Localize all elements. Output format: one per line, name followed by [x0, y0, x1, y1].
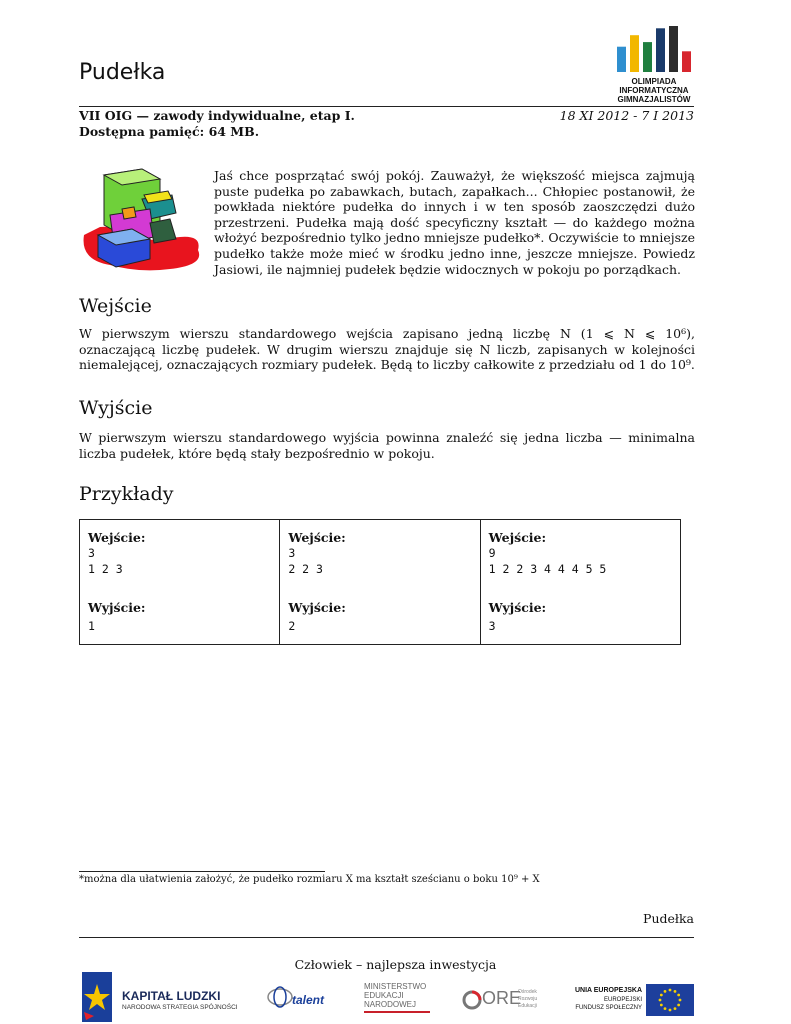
ore-sub-1: Ośrodek [518, 989, 537, 995]
example-input-line-2: 1 2 3 [88, 562, 123, 576]
logo-bar [656, 28, 665, 72]
ore-text: ORE [482, 988, 522, 1008]
eu-title: UNIA EUROPEJSKA [574, 987, 642, 994]
example-input-line-2: 2 2 3 [288, 562, 323, 576]
logo-line-3: GIMNAZJALISTÓW [617, 95, 691, 104]
footer-divider [79, 937, 694, 938]
intro-paragraph: Jaś chce posprzątać swój pokój. Zauważył, że większość miejsca zajmują puste pudełka po zabawkach, butach, zapałkach... Chłopiec postanowił, że powkłada niektóre pudełka do innych i w ten sposób zaoszczędzi dużo przestrzeni. Pudełka mają dość specyficzny kształt — do każdego można włożyć bezpośrednio tylko jedno mniejsze pudełko*. Oczywiście to mniejsze pudełko także może mieć w środku jedno inne, jeszcze mniejsze. Powiedz Jasiowi, ile najmniej pudełek będzie widocznych w pokoju po porządkach. [214, 168, 695, 277]
eu-star-icon [669, 1009, 672, 1012]
talent-text: talent [292, 993, 325, 1007]
ore-sub-2: Rozwoju [518, 996, 538, 1002]
kl-title: KAPITAŁ LUDZKI [122, 989, 221, 1003]
example-2 [280, 520, 480, 644]
example-3 [481, 520, 680, 644]
example-input-line-1: 3 [88, 546, 95, 560]
example-1 [80, 520, 280, 644]
ore-ring-icon [462, 990, 482, 1010]
logo-bar [669, 26, 678, 72]
eu-star-icon [679, 999, 682, 1002]
output-description: W pierwszym wierszu standardowego wyjścia powinna znaleźć się jedna liczba — minimalna liczba pudełek, które będą stały bezpośrednio w pokoju. [79, 430, 695, 461]
talent-swirl-icon [266, 985, 294, 1009]
eu-flag-icon [646, 984, 694, 1016]
example-output-value: 2 [288, 619, 296, 633]
example-input-label: Wejście: [288, 530, 346, 545]
example-output-value: 1 [88, 619, 95, 633]
eu-star-icon [677, 1004, 680, 1007]
eu-star-icon [664, 990, 667, 993]
men-line-3: NARODOWEJ [364, 1000, 416, 1009]
memory-limit: Dostępna pamięć: 64 MB. [79, 124, 260, 139]
logo-bar [617, 47, 626, 72]
footnote-divider [79, 871, 325, 872]
talent-logo [266, 985, 338, 1011]
example-output-value: 3 [488, 619, 496, 633]
men-line-2: EDUKACJI [364, 991, 404, 1000]
examples-table [79, 519, 681, 645]
input-description: W pierwszym wierszu standardowego wejścia zapisano jedną liczbę N (1 ⩽ N ⩽ 10⁶), oznaczającą liczbę pudełek. W drugim wierszu znajduje się N liczb, zapisanych w kolejności niemalejącej, oznaczających rozmiary pudełek. Będą to liczby całkowite z przedziału od 1 do 10⁹. [79, 326, 695, 373]
eu-logo [572, 984, 694, 1016]
logo-line-1: OLIMPIADA [631, 77, 677, 86]
men-underline [364, 1011, 430, 1013]
eu-star-icon [660, 994, 663, 997]
eu-star-icon [664, 1007, 667, 1010]
eu-star-icon [677, 994, 680, 997]
eu-sub-1: EUROPEJSKI [603, 997, 642, 1003]
orange-box [122, 207, 136, 219]
section-heading-output: Wyjście [79, 397, 153, 419]
example-input-label: Wejście: [488, 530, 547, 545]
example-output-label: Wyjście: [88, 600, 146, 615]
ore-logo [462, 986, 552, 1014]
kl-star-icon [82, 972, 112, 1022]
logo-line-2: INFORMATYCZNA [619, 86, 689, 95]
example-output-label: Wyjście: [288, 600, 346, 615]
dark-box [150, 219, 176, 243]
ore-sub-3: Edukacji [518, 1003, 537, 1009]
eu-star-icon [659, 999, 662, 1002]
boxes-illustration [80, 165, 208, 273]
footer-slogan: Człowiek – najlepsza inwestycja [294, 957, 497, 972]
logo-bar [643, 42, 652, 72]
logo-bar [630, 35, 639, 72]
section-heading-input: Wejście [79, 295, 152, 317]
eu-star-icon [674, 1007, 677, 1010]
example-input-line-1: 3 [288, 546, 296, 560]
example-output-label: Wyjście: [488, 600, 547, 615]
footnote: *można dla ułatwienia założyć, że pudełko rozmiaru X ma kształt sześcianu o boku 10⁹ + X [79, 874, 540, 885]
header-divider [79, 106, 694, 107]
page-title: Pudełka [79, 60, 166, 85]
men-logo [364, 982, 436, 1020]
logo-bar [682, 51, 691, 72]
eu-star-icon [674, 990, 677, 993]
eu-sub-2: FUNDUSZ SPOŁECZNY [575, 1005, 642, 1011]
kapital-ludzki-logo [82, 972, 242, 1022]
contest-dates: 18 XI 2012 - 7 I 2013 [559, 108, 694, 123]
men-line-1: MINISTERSTWO [364, 982, 427, 991]
example-input-line-2: 1 2 2 3 4 4 4 5 5 [488, 562, 607, 576]
section-heading-examples: Przykłady [79, 483, 174, 505]
example-input-label: Wejście: [88, 530, 146, 545]
ore-subtitle [518, 989, 537, 1010]
oig-logo-bars [612, 24, 696, 72]
kl-subtitle: NARODOWA STRATEGIA SPÓJNOŚCI [122, 1004, 238, 1011]
example-input-line-1: 9 [488, 546, 496, 560]
oig-logo [612, 24, 696, 102]
footer-task-name: Pudełka [643, 911, 694, 926]
contest-info: VII OIG — zawody indywidualne, etap I. [79, 108, 355, 123]
eu-star-icon [660, 1004, 663, 1007]
eu-star-icon [669, 989, 672, 992]
